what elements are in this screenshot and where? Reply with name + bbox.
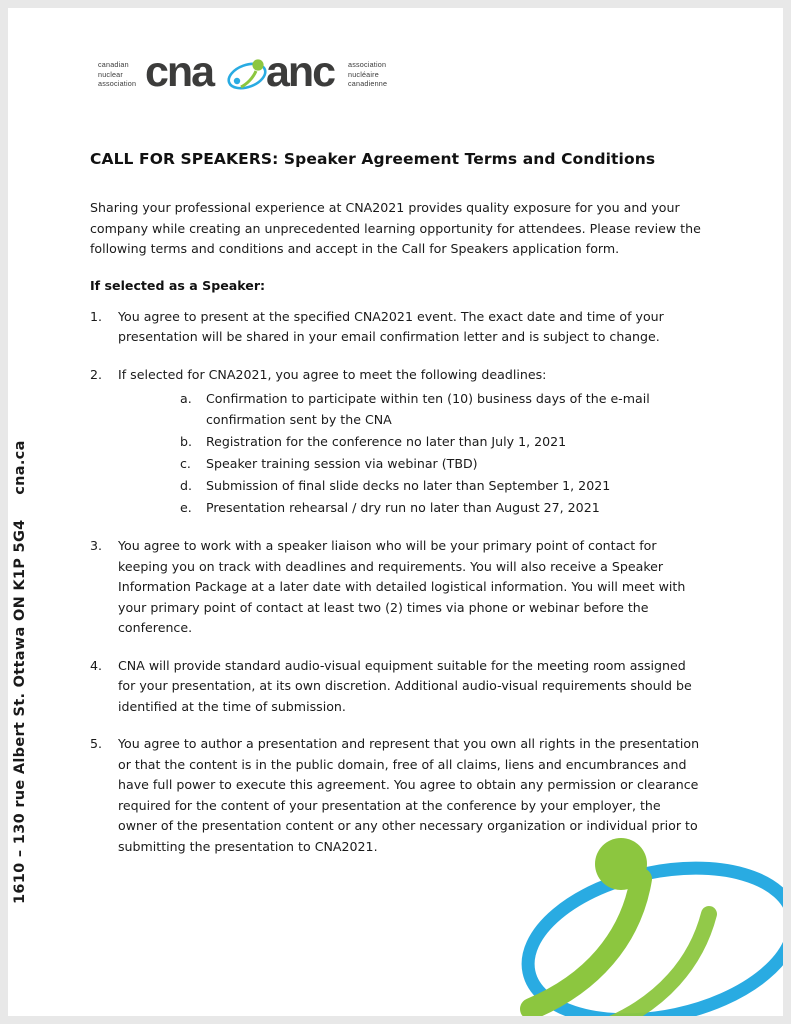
list-item-number: 2.: [90, 366, 103, 382]
list-item-text: You agree to present at the specified CNA2021 event. The exact date and time of your presentation will be shared in your email confirmation letter and is subject to change.: [118, 308, 664, 344]
sub-list-item: [180, 475, 702, 496]
logo-right-line-1: association: [348, 60, 387, 69]
sub-list-item-number: d.: [180, 478, 192, 493]
list-item: [90, 536, 702, 639]
sidebar-address: [12, 440, 28, 904]
logo-left-line-3: association: [98, 79, 137, 88]
logo-right-line-2: nucléaire: [348, 69, 379, 79]
sub-list-item-number: c.: [180, 456, 191, 471]
logo-left-line-1: canadian: [98, 60, 129, 69]
sub-list-item-text: Speaker training session via webinar (TBD): [206, 456, 478, 471]
list-item-number: 1.: [90, 308, 103, 324]
sub-list-item: [180, 453, 702, 474]
page-edge-right: [783, 0, 791, 1024]
page-edge-left: [0, 0, 8, 1024]
list-item-number: 4.: [90, 657, 103, 673]
cna-logo: [98, 48, 418, 104]
list-item: [90, 734, 702, 857]
sub-list-item-number: e.: [180, 500, 192, 515]
list-item: [90, 365, 702, 519]
document-body: [90, 150, 702, 874]
cna-atom-icon: [225, 54, 269, 94]
terms-list: [90, 307, 702, 858]
list-item: [90, 656, 702, 718]
sub-list-item-text: Confirmation to participate within ten (10) business days of the e-mail confirmation sent by the CNA: [206, 391, 650, 427]
list-item-number: 3.: [90, 538, 103, 553]
sub-list-item-text: Submission of final slide decks no later than September 1, 2021: [206, 478, 611, 493]
sidebar-address-text: 1610 – 130 rue Albert St. Ottawa ON K1P 5G4: [12, 519, 28, 904]
list-item-number: 5.: [90, 736, 103, 751]
section-subheading: If selected as a Speaker:: [90, 277, 266, 293]
logo-left-line-2: nuclear: [98, 69, 123, 79]
sub-list-item: [180, 497, 702, 518]
list-item-text: If selected for CNA2021, you agree to meet the following deadlines:: [118, 366, 547, 382]
logo-right-line-3: canadienne: [348, 79, 388, 88]
logo-right-text: [348, 60, 387, 89]
sub-list-item: [180, 431, 702, 452]
page-title: CALL FOR SPEAKERS: Speaker Agreement Terms and Conditions: [90, 150, 656, 168]
page-edge-top: [0, 0, 791, 8]
sub-list-item: [180, 388, 702, 430]
sub-list-item-number: b.: [180, 434, 192, 449]
sidebar-website: cna.ca: [12, 440, 28, 495]
sub-list-item-text: Presentation rehearsal / dry run no later than August 27, 2021: [206, 500, 600, 515]
intro-paragraph: Sharing your professional experience at CNA2021 provides quality exposure for you and your company while creating an unprecedented learning opportunity for attendees. Please review the following terms and conditions and accept in the Call for Speakers application form.: [90, 200, 701, 256]
sub-list: [118, 388, 702, 518]
sub-list-item-number: a.: [180, 391, 192, 406]
list-item: [90, 307, 702, 348]
list-item-text: CNA will provide standard audio-visual equipment suitable for the meeting room assigned for your presentation, at its own discretion. Additional audio-visual requirements should be identified at the time of submission.: [118, 657, 692, 714]
list-item-text: You agree to author a presentation and represent that you own all rights in the presentation or that the content is in the public domain, free of all claims, liens and encumbrances and have full power to execute this agreement. You agree to obtain any permission or clearance required for the content of your presentation at the conference by your employer, the owner of the presentation content or any other necessary organization or individual prior to submitting the presentation to CNA2021.: [118, 736, 700, 854]
list-item-text: You agree to work with a speaker liaison who will be your primary point of contact for keeping you on track with deadlines and requirements. You will also receive a Speaker Information Package at a later date with detailed logistical information. You will meet with your primary point of contact at least two (2) times via phone or webinar before the conference.: [118, 538, 686, 635]
logo-left-text: [98, 60, 136, 89]
logo-wordmark-cna: cna: [145, 48, 214, 96]
logo-wordmark-anc: anc: [266, 48, 335, 96]
page-edge-bottom: [0, 1016, 791, 1024]
sub-list-item-text: Registration for the conference no later than July 1, 2021: [206, 434, 567, 449]
